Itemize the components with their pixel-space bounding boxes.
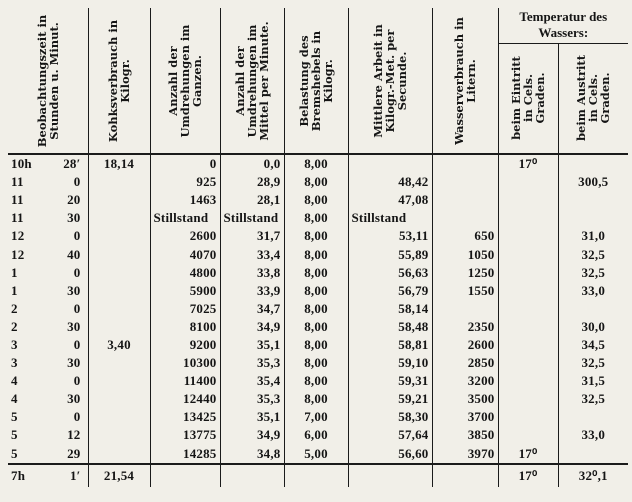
cell-time	[8, 354, 88, 372]
cell-water	[432, 464, 498, 487]
table-row	[8, 426, 628, 444]
header-temp-out	[558, 43, 628, 154]
header-work-label: Mittlere Arbeit in Kilogr.-Met. per Secunde.	[371, 23, 409, 138]
cell-rpm: 35,4	[220, 372, 284, 390]
cell-time	[8, 154, 88, 173]
cell-hour: 11	[11, 174, 24, 190]
cell-tin	[498, 245, 558, 263]
cell-tout: 32,5	[558, 245, 628, 263]
header-water-label: Wasserverbrauch in Litern.	[452, 16, 478, 145]
cell-tout: 32,5	[558, 354, 628, 372]
cell-tout: 30,0	[558, 318, 628, 336]
cell-rpm: 34,9	[220, 318, 284, 336]
cell-tout	[558, 445, 628, 464]
cell-tin	[498, 227, 558, 245]
cell-minute: 0	[73, 373, 81, 389]
table-row	[8, 227, 628, 245]
cell-tin	[498, 390, 558, 408]
cell-coke	[88, 354, 150, 372]
cell-revs: 9200	[150, 336, 220, 354]
cell-time	[8, 318, 88, 336]
cell-water: 2350	[432, 318, 498, 336]
cell-time	[8, 227, 88, 245]
header-time	[8, 8, 88, 154]
cell-work: 47,08	[348, 191, 432, 209]
cell-water	[432, 173, 498, 191]
cell-hour: 1	[11, 264, 18, 280]
cell-load: 8,00	[284, 318, 348, 336]
cell-coke	[88, 282, 150, 300]
cell-minute: 12	[67, 427, 81, 443]
table-row	[8, 336, 628, 354]
cell-revs: 5900	[150, 282, 220, 300]
cell-rpm: 28,1	[220, 191, 284, 209]
cell-water: 3970	[432, 445, 498, 464]
cell-load	[284, 464, 348, 487]
cell-tout: 32,5	[558, 390, 628, 408]
cell-minute: 30	[67, 282, 81, 298]
cell-hour: 12	[11, 246, 25, 262]
cell-rpm	[220, 464, 284, 487]
cell-water: 1550	[432, 282, 498, 300]
cell-tin	[498, 408, 558, 426]
cell-time	[8, 372, 88, 390]
cell-rpm: Stillstand	[220, 209, 284, 227]
cell-coke	[88, 173, 150, 191]
cell-minute: 0	[73, 174, 81, 190]
cell-time	[8, 282, 88, 300]
cell-rpm: 35,3	[220, 354, 284, 372]
cell-revs: 7025	[150, 300, 220, 318]
header-revs-total-label: Anzahl der Umdrehungen im Ganzen.	[166, 24, 204, 137]
cell-rpm: 34,8	[220, 445, 284, 464]
cell-hour: 3	[11, 336, 18, 352]
cell-work: 56,79	[348, 282, 432, 300]
cell-revs: 13425	[150, 408, 220, 426]
cell-coke	[88, 372, 150, 390]
cell-water: 3850	[432, 426, 498, 444]
cell-tout: 33,0	[558, 282, 628, 300]
cell-hour: 5	[11, 409, 18, 425]
cell-coke	[88, 209, 150, 227]
table-row	[8, 300, 628, 318]
cell-revs: 12440	[150, 390, 220, 408]
header-temp-in-label: beim Eintritt in Cels. Graden.	[509, 56, 547, 141]
cell-work: 57,64	[348, 426, 432, 444]
cell-revs: 4800	[150, 264, 220, 282]
cell-load: 8,00	[284, 191, 348, 209]
cell-rpm: 0,0	[220, 154, 284, 173]
cell-minute: 1′	[69, 467, 81, 483]
cell-tin	[498, 264, 558, 282]
cell-minute: 0	[73, 336, 81, 352]
cell-work: 58,48	[348, 318, 432, 336]
cell-revs: 11400	[150, 372, 220, 390]
table-row	[8, 354, 628, 372]
cell-minute: 28′	[63, 156, 81, 172]
cell-revs: 8100	[150, 318, 220, 336]
cell-revs: 4070	[150, 245, 220, 263]
cell-tin	[498, 372, 558, 390]
cell-coke: 18,14	[88, 154, 150, 173]
cell-minute: 0	[73, 409, 81, 425]
header-work	[348, 8, 432, 154]
cell-work	[348, 154, 432, 173]
cell-coke	[88, 264, 150, 282]
cell-load: 5,00	[284, 445, 348, 464]
cell-tout: 34,5	[558, 336, 628, 354]
table-row	[8, 209, 628, 227]
cell-work: 53,11	[348, 227, 432, 245]
cell-tout	[558, 154, 628, 173]
cell-revs: 2600	[150, 227, 220, 245]
cell-revs: 10300	[150, 354, 220, 372]
cell-tout: 31,5	[558, 372, 628, 390]
cell-minute: 20	[67, 192, 81, 208]
cell-coke: 21,54	[88, 464, 150, 487]
cell-water	[432, 191, 498, 209]
cell-load: 8,00	[284, 282, 348, 300]
cell-work: 55,89	[348, 245, 432, 263]
cell-tout	[558, 408, 628, 426]
cell-coke	[88, 318, 150, 336]
cell-tin	[498, 209, 558, 227]
cell-load: 8,00	[284, 245, 348, 263]
cell-water: 2600	[432, 336, 498, 354]
cell-revs: 1463	[150, 191, 220, 209]
cell-time	[8, 445, 88, 464]
cell-rpm: 35,1	[220, 408, 284, 426]
cell-rpm: 33,4	[220, 245, 284, 263]
cell-hour: 10h	[11, 156, 32, 172]
cell-coke: 3,40	[88, 336, 150, 354]
cell-revs: 14285	[150, 445, 220, 464]
cell-water	[432, 209, 498, 227]
cell-hour: 2	[11, 300, 18, 316]
cell-work: 59,21	[348, 390, 432, 408]
cell-revs: 925	[150, 173, 220, 191]
cell-time	[8, 336, 88, 354]
cell-water: 3200	[432, 372, 498, 390]
cell-work: 59,10	[348, 354, 432, 372]
table-row	[8, 318, 628, 336]
cell-tin	[498, 191, 558, 209]
header-temperature: Temperatur des Wassers:	[498, 8, 628, 43]
header-revs-total	[150, 8, 220, 154]
cell-coke	[88, 227, 150, 245]
header-coke-label: Kohksverbrauch in Kilogr.	[106, 19, 132, 142]
cell-hour: 5	[11, 445, 18, 461]
cell-minute: 29	[67, 445, 81, 461]
cell-load: 8,00	[284, 354, 348, 372]
cell-tout: 33,0	[558, 426, 628, 444]
cell-hour: 11	[11, 192, 24, 208]
cell-load: 8,00	[284, 372, 348, 390]
cell-load: 8,00	[284, 336, 348, 354]
cell-tout	[558, 191, 628, 209]
table-row	[8, 390, 628, 408]
cell-hour: 3	[11, 355, 18, 371]
cell-hour: 4	[11, 391, 18, 407]
cell-time	[8, 264, 88, 282]
cell-tout	[558, 209, 628, 227]
header-brake-load	[284, 8, 348, 154]
cell-minute: 30	[67, 210, 81, 226]
cell-rpm: 35,1	[220, 336, 284, 354]
cell-coke	[88, 445, 150, 464]
cell-rpm: 34,9	[220, 426, 284, 444]
cell-water: 1250	[432, 264, 498, 282]
header-temp-in	[498, 43, 558, 154]
cell-hour: 7h	[11, 467, 26, 483]
cell-water: 650	[432, 227, 498, 245]
cell-coke	[88, 408, 150, 426]
cell-time	[8, 245, 88, 263]
cell-tin	[498, 336, 558, 354]
cell-tin	[498, 300, 558, 318]
header-brake-load-label: Belastung des Bremshebels in Kilogr.	[297, 30, 335, 131]
cell-revs: Stillstand	[150, 209, 220, 227]
cell-revs: 0	[150, 154, 220, 173]
cell-coke	[88, 390, 150, 408]
cell-work: 59,31	[348, 372, 432, 390]
cell-rpm: 34,7	[220, 300, 284, 318]
cell-hour: 12	[11, 228, 25, 244]
header-row	[8, 8, 628, 43]
engine-test-table	[8, 8, 628, 487]
cell-minute: 30	[67, 355, 81, 371]
cell-minute: 30	[67, 318, 81, 334]
cell-water	[432, 300, 498, 318]
cell-revs	[150, 464, 220, 487]
cell-time	[8, 408, 88, 426]
cell-tout: 32,5	[558, 264, 628, 282]
cell-hour: 11	[11, 210, 24, 226]
header-revs-per-min-label: Anzahl der Umdrehungen im Mittel per Minute.	[233, 20, 271, 141]
cell-work: 58,30	[348, 408, 432, 426]
cell-rpm: 33,8	[220, 264, 284, 282]
cell-time	[8, 426, 88, 444]
cell-load: 7,00	[284, 408, 348, 426]
header-revs-per-min	[220, 8, 284, 154]
table-row	[8, 445, 628, 464]
cell-load: 8,00	[284, 154, 348, 173]
cell-tin	[498, 318, 558, 336]
cell-water: 3700	[432, 408, 498, 426]
cell-time	[8, 300, 88, 318]
cell-rpm: 31,7	[220, 227, 284, 245]
cell-work: 58,81	[348, 336, 432, 354]
cell-tin	[498, 426, 558, 444]
cell-hour: 2	[11, 318, 18, 334]
cell-rpm: 33,9	[220, 282, 284, 300]
cell-minute: 30	[67, 391, 81, 407]
header-coke	[88, 8, 150, 154]
cell-tin: 17⁰	[498, 154, 558, 173]
cell-tin	[498, 282, 558, 300]
cell-rpm: 28,9	[220, 173, 284, 191]
cell-work	[348, 464, 432, 487]
cell-time	[8, 173, 88, 191]
cell-time	[8, 464, 88, 487]
table-row	[8, 245, 628, 263]
cell-rpm: 35,3	[220, 390, 284, 408]
cell-load: 6,00	[284, 426, 348, 444]
cell-work: 48,42	[348, 173, 432, 191]
cell-water: 1050	[432, 245, 498, 263]
cell-load: 8,00	[284, 227, 348, 245]
cell-hour: 4	[11, 373, 18, 389]
cell-water	[432, 154, 498, 173]
cell-time	[8, 390, 88, 408]
table-row	[8, 372, 628, 390]
cell-hour: 5	[11, 427, 18, 443]
header-temp-out-label: beim Austritt in Cels. Graden.	[574, 55, 613, 142]
cell-hour: 1	[11, 282, 18, 298]
cell-load: 8,00	[284, 264, 348, 282]
cell-minute: 0	[73, 264, 81, 280]
cell-work: 58,14	[348, 300, 432, 318]
table-body	[8, 154, 628, 487]
table-row	[8, 173, 628, 191]
cell-load: 8,00	[284, 209, 348, 227]
cell-water: 3500	[432, 390, 498, 408]
cell-work: 56,60	[348, 445, 432, 464]
cell-time	[8, 209, 88, 227]
table-row	[8, 191, 628, 209]
cell-coke	[88, 245, 150, 263]
table-row	[8, 154, 628, 173]
table-row	[8, 282, 628, 300]
cell-revs: 13775	[150, 426, 220, 444]
cell-load: 8,00	[284, 173, 348, 191]
cell-tout	[558, 300, 628, 318]
cell-load: 8,00	[284, 390, 348, 408]
cell-minute: 0	[73, 300, 81, 316]
cell-tin: 17⁰	[498, 445, 558, 464]
cell-tout: 300,5	[558, 173, 628, 191]
cell-water: 2850	[432, 354, 498, 372]
cell-coke	[88, 300, 150, 318]
cell-time	[8, 191, 88, 209]
cell-work: Stillstand	[348, 209, 432, 227]
cell-coke	[88, 426, 150, 444]
cell-minute: 0	[73, 228, 81, 244]
cell-coke	[88, 191, 150, 209]
table-row	[8, 408, 628, 426]
header-water	[432, 8, 498, 154]
cell-tout: 32⁰,1	[558, 464, 628, 487]
cell-tin	[498, 173, 558, 191]
cell-load: 8,00	[284, 300, 348, 318]
cell-tout: 31,0	[558, 227, 628, 245]
header-time-label: Beobachtungszeit in Stunden u. Minut.	[34, 14, 61, 147]
cell-minute: 40	[67, 246, 81, 262]
cell-work: 56,63	[348, 264, 432, 282]
table-row	[8, 264, 628, 282]
cell-tin: 17⁰	[498, 464, 558, 487]
total-row	[8, 464, 628, 487]
cell-tin	[498, 354, 558, 372]
